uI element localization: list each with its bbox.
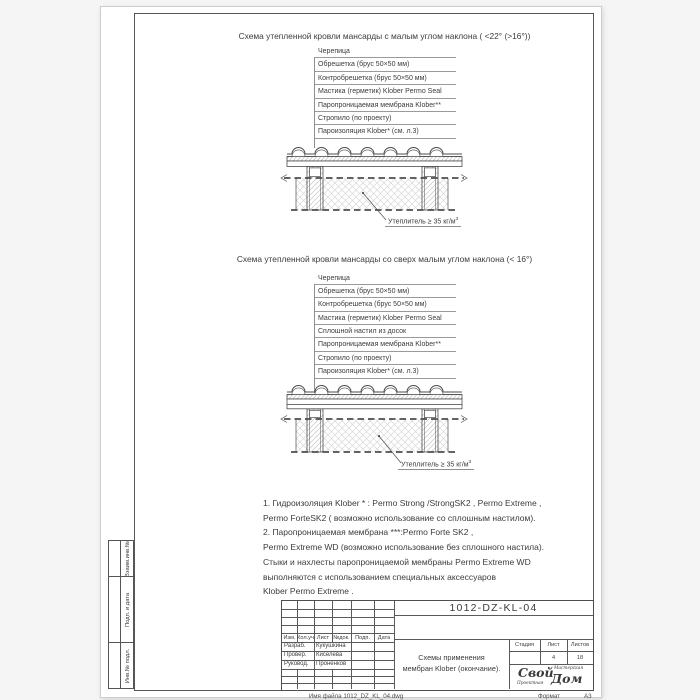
column-header: Дата — [377, 634, 391, 641]
column-header: Кол.уч — [297, 634, 314, 641]
column-header: Изм. — [283, 634, 296, 641]
layer-label: Контробрешетка (брус 50×50 мм) — [314, 298, 456, 311]
insulation-text: Утеплитель ≥ 35 кг/м — [401, 461, 469, 469]
title-block — [281, 600, 594, 691]
insulation-sup: 3 — [468, 459, 472, 464]
leader-line — [314, 285, 315, 393]
note-line: выполняются с использованием специальных аксессуаров — [263, 571, 497, 582]
notes — [263, 496, 599, 599]
drawing-name — [394, 639, 509, 689]
sheets-label: Листов — [570, 642, 590, 648]
scheme1-layer-labels — [314, 45, 456, 139]
layer-label: Стропило (по проекту) — [314, 352, 456, 365]
margin-box-podp — [108, 576, 134, 643]
layer-label: Контробрешетка (брус 50×50 мм) — [314, 72, 456, 85]
logo-word: Дом — [551, 670, 583, 686]
insulation-label — [398, 459, 474, 470]
layer-label: Пароизоляция Klober* (см. л.3) — [314, 365, 456, 378]
sheets-value: 18 — [576, 655, 584, 661]
margin-boxes — [108, 541, 134, 689]
note-line: 1. Гидроизоляция Klober * : Permo Strong /StrongSK2 , Permo Extreme , — [263, 498, 542, 508]
note-line: Permo ForteSK2 ( возможно использование со сплошным настилом). — [263, 512, 536, 523]
drawing-sheet — [100, 6, 602, 698]
role-label: Провер. — [284, 652, 307, 658]
role-name: Киселева — [316, 652, 343, 658]
logo-small-text: Мастерская — [554, 665, 584, 671]
scheme1-title: Схема утепленной кровли мансарды с малым углом наклона ( <22° (>16°)) — [238, 30, 531, 41]
file-name: Имя файла 1012_DZ_KL_04.dwg — [308, 692, 404, 700]
insulation-label — [385, 216, 461, 227]
role-label: Руковод. — [284, 661, 309, 667]
layer-label: Пароизоляция Klober* (см. л.3) — [314, 125, 456, 138]
logo-word: Свой — [518, 664, 554, 680]
layer-label: Паропроницаемая мембрана Klober** — [314, 99, 456, 112]
margin-box-label: Подп. и дата — [124, 592, 131, 627]
column-header: Подп. — [355, 634, 370, 641]
sheet-label: Лист — [547, 642, 560, 648]
drawing-name-line: Схемы применения — [418, 653, 485, 662]
drawing-name-line: мембран Klober (окончание). — [402, 663, 501, 673]
company-logo — [509, 664, 593, 689]
scheme2-layer-labels — [314, 272, 456, 379]
format-value: А3 — [584, 692, 592, 700]
layer-label: Сплошной настил из досок — [314, 325, 456, 338]
role-name: Проненков — [316, 661, 347, 667]
scheme2-title: Схема утепленной кровли мансарды со сверх малым углом наклона (< 16°) — [236, 253, 533, 264]
leader-line — [314, 58, 315, 148]
insulation-sup: 3 — [455, 215, 459, 221]
margin-box-label: Инв.№ подл. — [124, 648, 131, 683]
logo-small-text: Проектная — [517, 680, 544, 686]
role-label: Разраб. — [284, 643, 306, 649]
column-header: №док. — [333, 634, 350, 641]
note-line: 2. Паропроницаемая мембрана ***:Permo Forte SK2 , — [263, 527, 474, 538]
stage-label: Стадия — [514, 642, 535, 648]
format-label: Формат — [538, 692, 560, 700]
sheet-value: 4 — [551, 655, 556, 661]
layer-label: Мастика (герметик) Klober Permo Seal — [314, 312, 456, 325]
layer-label: Стропило (по проекту) — [314, 112, 456, 125]
doc-number: 1012-DZ-KL-04 — [449, 601, 538, 614]
note-line: Klober Permo Extreme . — [263, 586, 354, 597]
layer-label: Черепица — [314, 272, 456, 285]
margin-box-vzam — [108, 540, 134, 577]
margin-box-label: Взаим.инв.№ — [124, 540, 131, 577]
layer-label: Обрешетка (брус 50×50 мм) — [314, 58, 456, 71]
column-header: Лист — [316, 634, 330, 641]
margin-box-inv — [108, 642, 134, 689]
note-line: Permo Extreme WD (возможно использование без сплошного настила). — [263, 542, 545, 553]
note-line: Стыки и нахлесты паропроницаемой мембраны Permo Extreme WD — [263, 556, 531, 567]
insulation-text: Утеплитель ≥ 35 кг/м — [388, 217, 456, 225]
role-name: Кукушкина — [316, 643, 346, 649]
layer-label: Паропроницаемая мембрана Klober** — [314, 338, 456, 351]
layer-label: Обрешетка (брус 50×50 мм) — [314, 285, 456, 298]
layer-label: Мастика (герметик) Klober Permo Seal — [314, 85, 456, 98]
layer-label: Черепица — [314, 45, 456, 58]
